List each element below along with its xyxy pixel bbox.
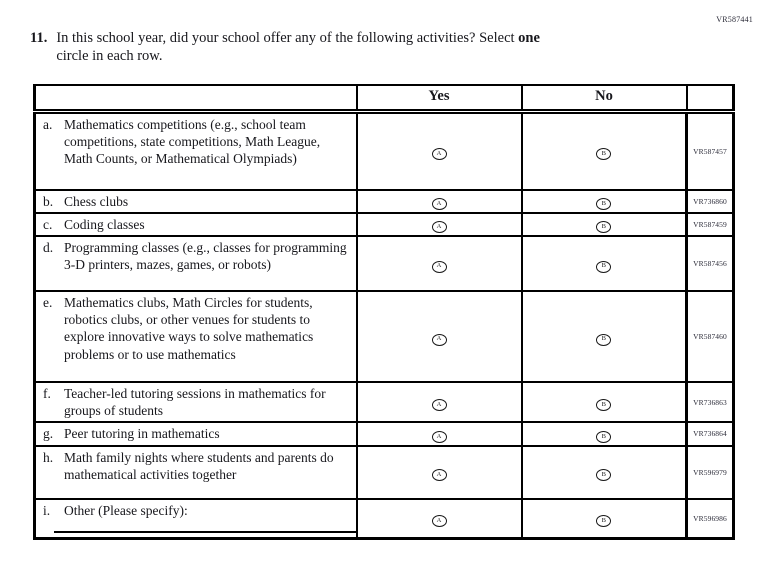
activity-text: Mathematics clubs, Math Circles for students, robotics clubs, or other venues for students to explore innovative ways to solve mathematics problems or to use mathematics xyxy=(64,294,314,362)
no-cell xyxy=(522,213,687,236)
no-cell xyxy=(522,112,687,190)
row-code: VR736864 xyxy=(687,422,734,445)
yes-cell xyxy=(357,236,522,291)
table-row-h xyxy=(35,446,734,499)
table-row-b xyxy=(35,190,734,213)
no-option-bubble[interactable] xyxy=(596,148,611,160)
activity-cell xyxy=(35,422,357,445)
no-cell xyxy=(522,291,687,382)
row-letter: g. xyxy=(43,426,54,442)
row-letter: f. xyxy=(43,385,51,401)
yes-cell xyxy=(357,213,522,236)
bubble-letter: A xyxy=(436,517,442,525)
table-row-f xyxy=(35,382,734,422)
bubble-letter: B xyxy=(601,223,606,231)
row-letter: h. xyxy=(43,449,54,465)
yes-option-bubble[interactable] xyxy=(432,469,447,481)
row-letter: a. xyxy=(43,117,53,132)
column-header-code xyxy=(687,85,734,112)
bubble-letter: A xyxy=(436,335,442,343)
form-tracking-code: VR587441 xyxy=(716,15,753,24)
no-option-bubble[interactable] xyxy=(596,469,611,481)
bubble-letter: A xyxy=(436,223,442,231)
yes-option-bubble[interactable] xyxy=(432,515,447,527)
bubble-letter: A xyxy=(436,199,442,207)
activities-table xyxy=(33,84,735,540)
table-row-c xyxy=(35,213,734,236)
no-option-bubble[interactable] xyxy=(596,198,611,210)
bubble-letter: A xyxy=(436,262,442,270)
yes-cell xyxy=(357,422,522,445)
bubble-letter: B xyxy=(601,150,606,158)
no-option-bubble[interactable] xyxy=(596,261,611,273)
bubble-letter: B xyxy=(601,400,606,408)
no-cell xyxy=(522,422,687,445)
no-option-bubble[interactable] xyxy=(596,221,611,233)
activity-text: Programming classes (e.g., classes for programming 3-D printers, mazes, games, or robots) xyxy=(64,239,347,273)
no-option-bubble[interactable] xyxy=(596,399,611,411)
no-option-bubble[interactable] xyxy=(596,334,611,346)
activity-cell xyxy=(35,499,357,539)
no-cell xyxy=(522,499,687,539)
other-specify-write-line[interactable] xyxy=(54,531,356,533)
activity-cell xyxy=(35,236,357,291)
yes-option-bubble[interactable] xyxy=(432,399,447,411)
row-letter: d. xyxy=(43,239,54,255)
row-letter: e. xyxy=(43,294,53,310)
yes-cell xyxy=(357,112,522,190)
activity-cell xyxy=(35,190,357,213)
bubble-letter: B xyxy=(601,470,606,478)
column-header-yes: Yes xyxy=(357,85,522,112)
question-line2: circle in each row. xyxy=(56,48,163,64)
row-letter: b. xyxy=(43,193,54,209)
question-line1-text: In this school year, did your school offer any of the following activities? Select xyxy=(56,30,519,46)
bubble-letter: A xyxy=(436,470,442,478)
table-row-e xyxy=(35,291,734,382)
activity-text: Coding classes xyxy=(64,216,145,232)
question-number: 11. xyxy=(30,30,48,46)
yes-option-bubble[interactable] xyxy=(432,261,447,273)
question-text xyxy=(56,29,676,65)
row-code: VR587457 xyxy=(687,112,734,190)
row-letter: i. xyxy=(43,502,51,518)
table-row-d xyxy=(35,236,734,291)
row-code: VR736863 xyxy=(687,382,734,422)
bubble-letter: A xyxy=(436,432,442,440)
activity-text: Chess clubs xyxy=(64,193,129,209)
activity-text: Peer tutoring in mathematics xyxy=(64,426,220,442)
bubble-letter: B xyxy=(601,199,606,207)
no-cell xyxy=(522,190,687,213)
activity-cell xyxy=(35,446,357,499)
row-code: VR587456 xyxy=(687,236,734,291)
yes-option-bubble[interactable] xyxy=(432,221,447,233)
bubble-letter: B xyxy=(601,335,606,343)
yes-option-bubble[interactable] xyxy=(432,148,447,160)
yes-cell xyxy=(357,382,522,422)
row-letter: c. xyxy=(43,216,53,232)
question-bold-word: one xyxy=(518,30,540,46)
row-code: VR596986 xyxy=(687,499,734,539)
no-option-bubble[interactable] xyxy=(596,431,611,443)
table-row-g xyxy=(35,422,734,445)
row-code: VR587459 xyxy=(687,213,734,236)
bubble-letter: A xyxy=(436,150,442,158)
activity-text: Mathematics competitions (e.g., school team competitions, state competitions, Math League, Math Counts, or Mathematical Olympiads) xyxy=(64,117,321,167)
bubble-letter: A xyxy=(436,400,442,408)
table-row-a xyxy=(35,112,734,190)
activity-cell xyxy=(35,382,357,422)
column-header-activity xyxy=(35,85,357,112)
table-row-i xyxy=(35,499,734,539)
yes-option-bubble[interactable] xyxy=(432,198,447,210)
yes-cell xyxy=(357,499,522,539)
header-row xyxy=(35,85,734,112)
activity-text: Teacher-led tutoring sessions in mathematics for groups of students xyxy=(64,385,326,419)
yes-option-bubble[interactable] xyxy=(432,334,447,346)
no-cell xyxy=(522,236,687,291)
question-line1 xyxy=(56,29,676,47)
activity-text: Other (Please specify): xyxy=(64,502,188,518)
activity-cell xyxy=(35,291,357,382)
bubble-letter: B xyxy=(601,432,606,440)
column-header-no: No xyxy=(522,85,687,112)
row-code: VR587460 xyxy=(687,291,734,382)
no-option-bubble[interactable] xyxy=(596,515,611,527)
row-code: VR736860 xyxy=(687,190,734,213)
question-block xyxy=(30,29,676,65)
yes-cell xyxy=(357,190,522,213)
no-cell xyxy=(522,446,687,499)
yes-cell xyxy=(357,291,522,382)
bubble-letter: B xyxy=(601,262,606,270)
row-code: VR596979 xyxy=(687,446,734,499)
yes-option-bubble[interactable] xyxy=(432,431,447,443)
yes-cell xyxy=(357,446,522,499)
activities-table-wrap xyxy=(33,84,732,540)
activity-cell xyxy=(35,213,357,236)
activity-text: Math family nights where students and parents do mathematical activities together xyxy=(64,449,334,482)
activity-cell xyxy=(35,112,357,190)
bubble-letter: B xyxy=(601,517,606,525)
no-cell xyxy=(522,382,687,422)
